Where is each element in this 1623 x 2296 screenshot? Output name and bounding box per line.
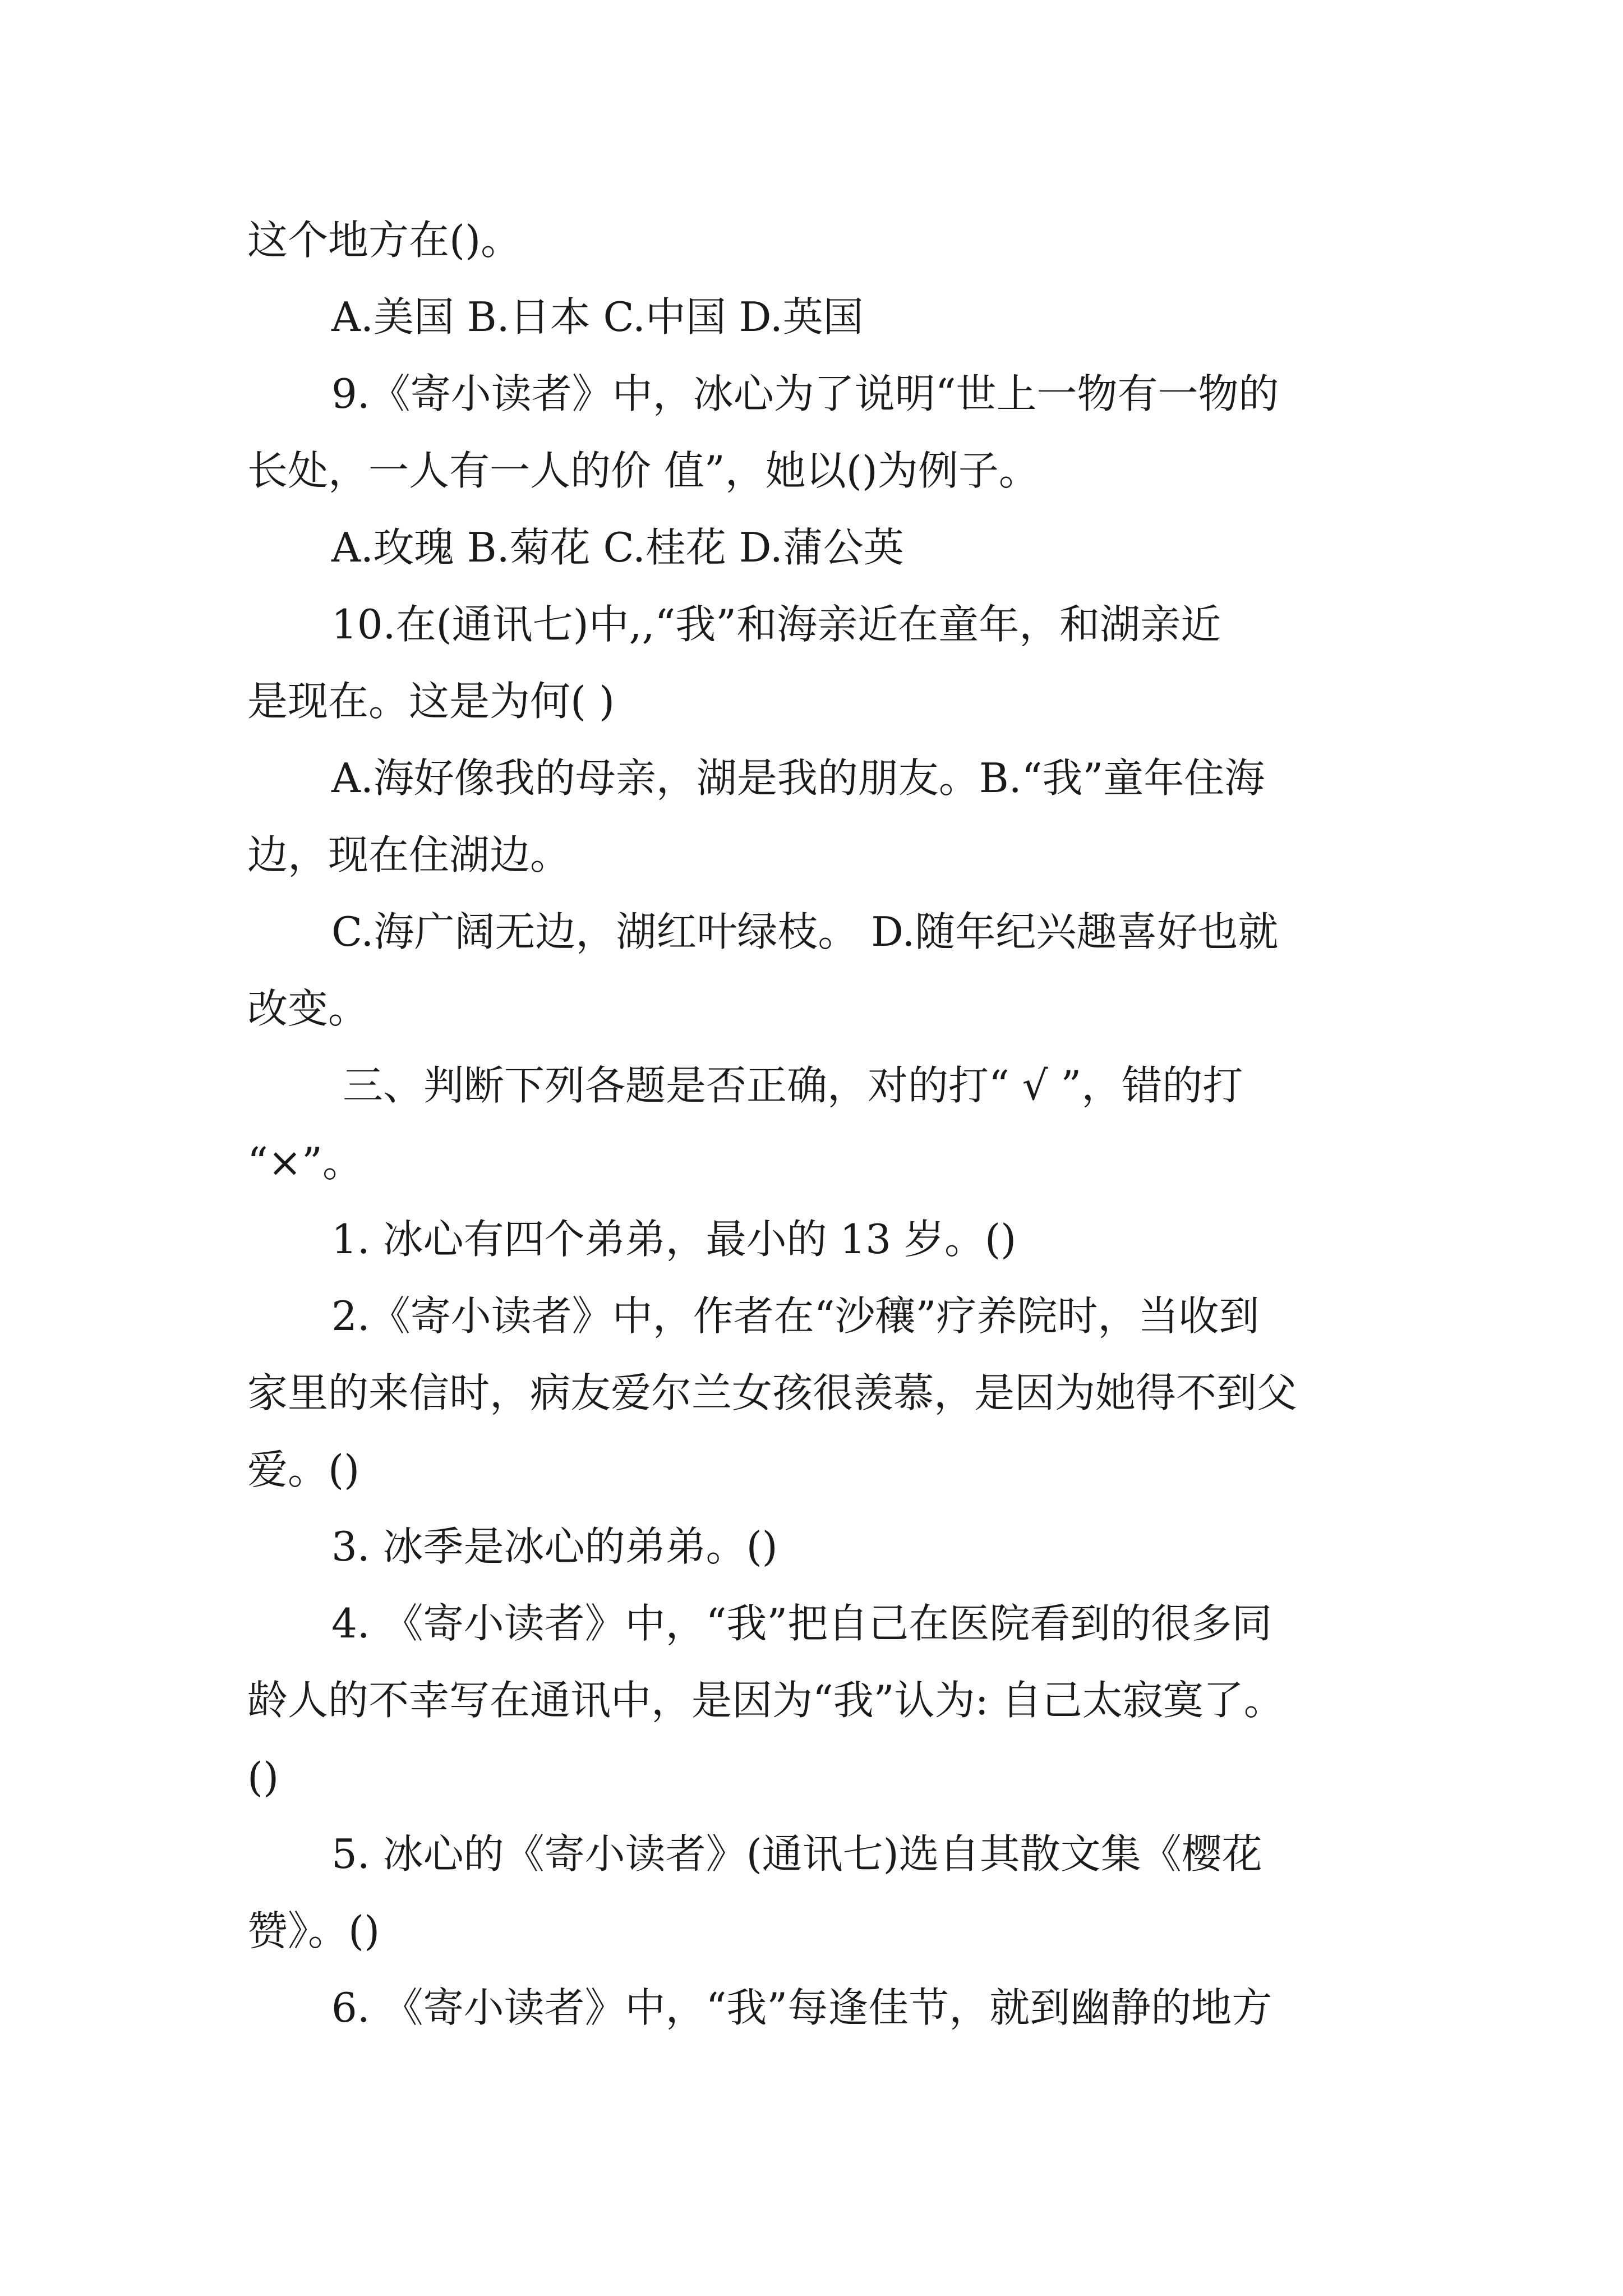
- judgment-5-line-2: 赞》。(): [247, 1907, 380, 1954]
- question-10-option-cd: C.海广阔无边，湖红叶绿枝。 D.随年纪兴趣喜好也就: [331, 908, 1279, 955]
- question-10-line-2: 是现在。这是为何( ): [247, 678, 615, 725]
- question-10-line-1: 10.在(通讯七)中,,“我”和海亲近在童年，和湖亲近: [331, 601, 1221, 648]
- question-9-line-2: 长处，一人有一人的价 值”，她以()为例子。: [247, 447, 1039, 494]
- question-10-option-cd-cont: 改变。: [247, 985, 369, 1032]
- question-10-option-ab-cont: 边，现在住湖边。: [247, 831, 571, 878]
- judgment-4-line-2: 龄人的不幸写在通讯中，是因为“我”认为: 自己太寂寞了。: [247, 1677, 1284, 1724]
- judgment-3: 3. 冰季是冰心的弟弟。(): [331, 1523, 778, 1570]
- question-8-continuation: 这个地方在()。: [247, 217, 522, 264]
- question-8-options: A.美国 B.日本 C.中国 D.英国: [331, 293, 864, 341]
- judgment-2-line-3: 爱。(): [247, 1446, 360, 1493]
- judgment-1: 1. 冰心有四个弟弟，最小的 13 岁。(): [331, 1216, 1017, 1263]
- question-9-line-1: 9.《寄小读者》中，冰心为了说明“世上一物有一物的: [331, 370, 1279, 417]
- section-3-heading-cont: “×”。: [247, 1139, 363, 1186]
- judgment-4-line-1: 4. 《寄小读者》中，“我”把自己在医院看到的很多同: [331, 1600, 1272, 1647]
- judgment-6-line-1: 6. 《寄小读者》中，“我”每逢佳节，就到幽静的地方: [331, 1984, 1272, 2031]
- judgment-4-line-3: (): [247, 1754, 279, 1801]
- question-10-option-ab: A.海好像我的母亲，湖是我的朋友。B.“我”童年住海: [331, 754, 1265, 802]
- section-3-heading: 三、判断下列各题是否正确，对的打“ √ ”，错的打: [343, 1062, 1243, 1109]
- judgment-2-line-2: 家里的来信时，病友爱尔兰女孩很羡慕，是因为她得不到父: [247, 1369, 1298, 1416]
- judgment-5-line-1: 5. 冰心的《寄小读者》(通讯七)选自其散文集《樱花: [331, 1830, 1262, 1878]
- judgment-2-line-1: 2.《寄小读者》中，作者在“沙穰”疗养院时，当收到: [331, 1292, 1260, 1340]
- question-9-options: A.玫瑰 B.菊花 C.桂花 D.蒲公英: [331, 524, 904, 571]
